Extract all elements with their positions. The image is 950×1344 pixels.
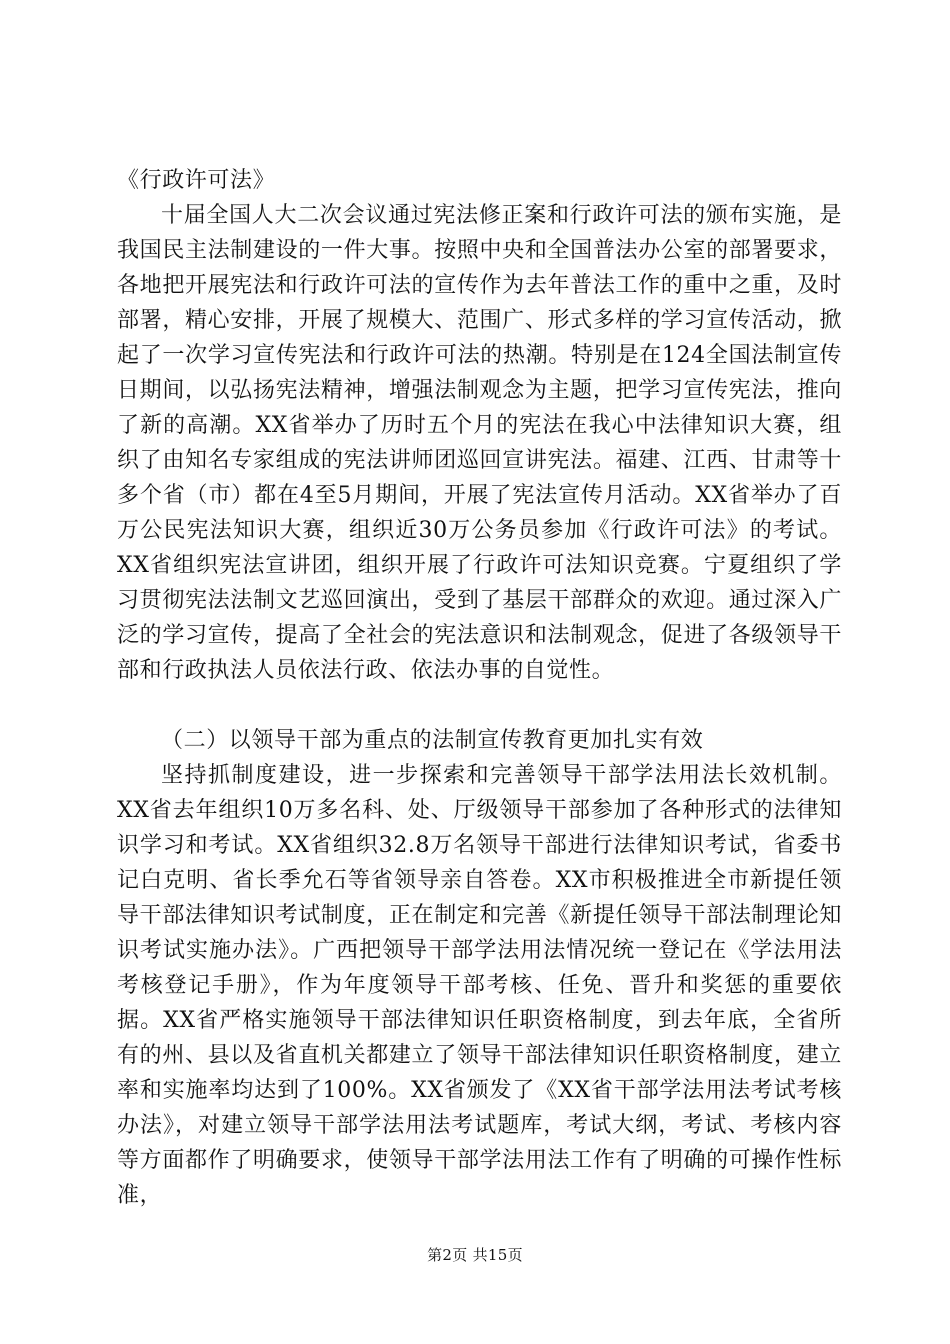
- page-number-footer: 第2页 共15页: [427, 1246, 523, 1264]
- paragraph-constitution-publicity: 十届全国人大二次会议通过宪法修正案和行政许可法的颁布实施，是我国民主法制建设的一件大事。按照中央和全国普法办公室的部署要求，各地把开展宪法和行政许可法的宣传作为去年普法工作的重中之重，及时部署，精心安排，开展了规模大、范围广、形式多样的学习宣传活动，掀起了一次学习宣传宪法和行政许可法的热潮。特别是在124全国法制宣传日期间，以弘扬宪法精神，增强法制观念为主题，把学习宣传宪法，推向了新的高潮。XX省举办了历时五个月的宪法在我心中法律知识大赛，组织了由知名专家组成的宪法讲师团巡回宣讲宪法。福建、江西、甘肃等十多个省（市）都在4至5月期间，开展了宪法宣传月活动。XX省举办了百万公民宪法知识大赛，组织近30万公务员参加《行政许可法》的考试。XX省组织宪法宣讲团，组织开展了行政许可法知识竞赛。宁夏组织了学习贯彻宪法法制文艺巡回演出，受到了基层干部群众的欢迎。通过深入广泛的学习宣传，提高了全社会的宪法意识和法制观念，促进了各级领导干部和行政执法人员依法行政、依法办事的自觉性。: [117, 203, 842, 683]
- law-title-fragment: 《行政许可法》: [117, 168, 276, 193]
- section-heading-leading-cadres: （二）以领导干部为重点的法制宣传教育更加扎实有效: [161, 728, 704, 753]
- paragraph-cadre-law-study: 坚持抓制度建设，进一步探索和完善领导干部学法用法长效机制。XX省去年组织10万多名科、处、厅级领导干部参加了各种形式的法律知识学习和考试。XX省组织32.8万名领导干部进行法律知识考试，省委书记白克明、省长季允石等省领导亲自答卷。XX市积极推进全市新提任领导干部法律知识考试制度，正在制定和完善《新提任领导干部法制理论知识考试实施办法》。广西把领导干部学法用法情况统一登记在《学法用法考核登记手册》，作为年度领导干部考核、任免、晋升和奖惩的重要依据。XX省严格实施领导干部法律知识任职资格制度，到去年底，全省所有的州、县以及省直机关都建立了领导干部法律知识任职资格制度，建立率和实施率均达到了100%。XX省颁发了《XX省干部学法用法考试考核办法》，对建立领导干部学法用法考试题库，考试大纲，考试、考核内容等方面都作了明确要求，使领导干部学法用法工作有了明确的可操作性标准，: [117, 763, 842, 1208]
- document-body: [117, 163, 842, 1213]
